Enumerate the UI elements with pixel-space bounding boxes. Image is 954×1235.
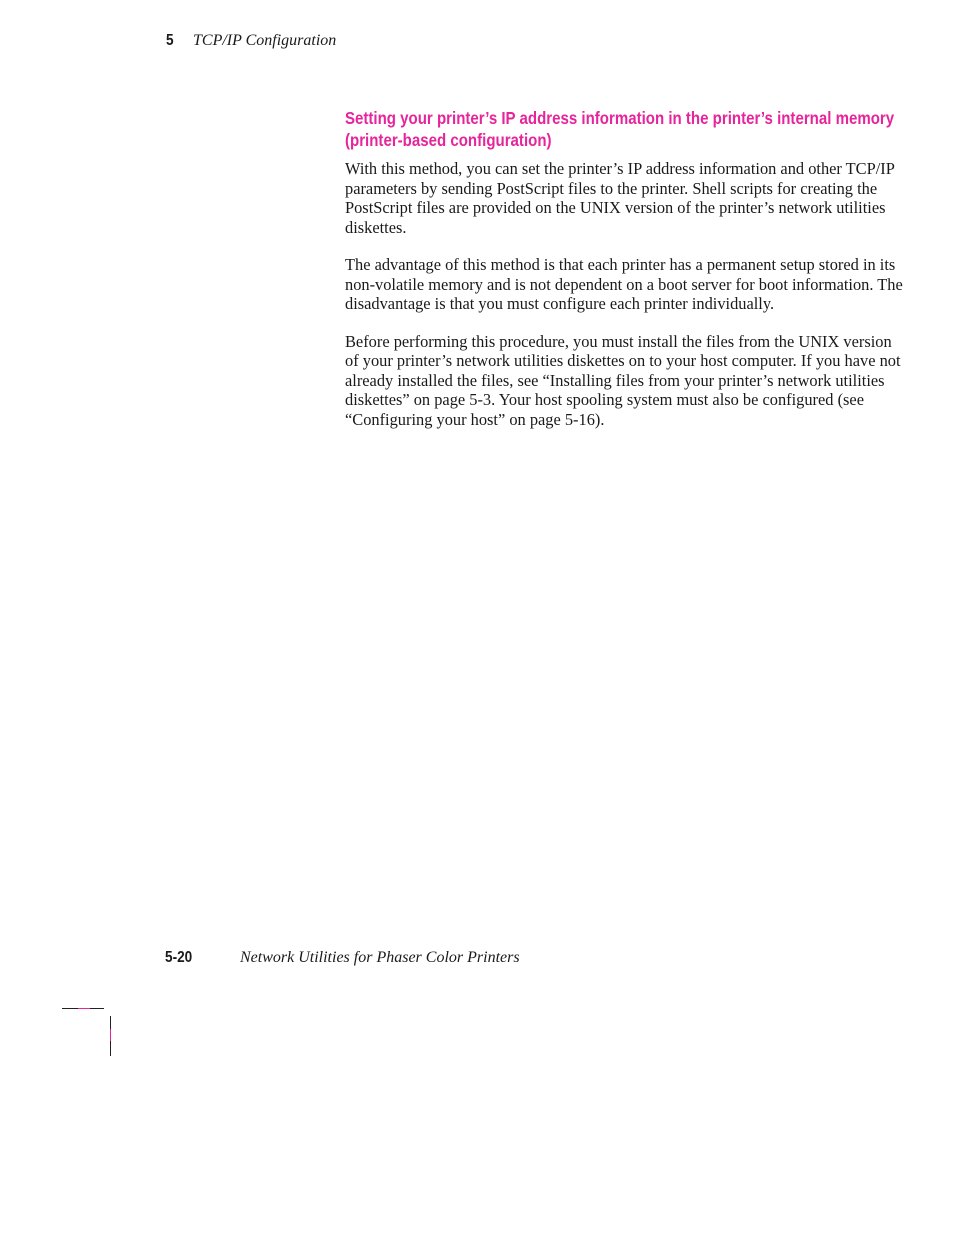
- running-footer: [165, 949, 520, 967]
- page-number: 5-20: [165, 949, 193, 966]
- crop-mark-horizontal-accent: [78, 1008, 90, 1009]
- section-content: [345, 107, 905, 447]
- book-title: Network Utilities for Phaser Color Printers: [240, 949, 520, 966]
- body-paragraph-2: The advantage of this method is that each printer has a permanent setup stored in its non-volatile memory and is not dependent on a boot server for boot information. The disadvantage is that you must configure each printer individually.: [345, 255, 903, 313]
- body-paragraph-1: With this method, you can set the printer’s IP address information and other TCP/IP parameters by sending PostScript files to the printer. Shell scripts for creating the PostScript files are provided on the UNIX version of the printer’s network utilities diskettes.: [345, 159, 895, 237]
- crop-mark-vertical-accent: [110, 1029, 111, 1041]
- chapter-title: TCP/IP Configuration: [193, 32, 337, 49]
- running-header: [166, 32, 336, 50]
- section-heading: Setting your printer’s IP address information in the printer’s internal memory (printer-based configuration): [345, 108, 895, 150]
- chapter-number: 5: [166, 32, 174, 49]
- body-paragraph-3: Before performing this procedure, you must install the files from the UNIX version of your printer’s network utilities diskettes on to your host computer. If you have not already installed the files, see “Installing files from your printer’s network utilities diskettes” on page 5-3. Your host spooling system must also be configured (see “Configuring your host” on page 5-16).: [345, 331, 901, 429]
